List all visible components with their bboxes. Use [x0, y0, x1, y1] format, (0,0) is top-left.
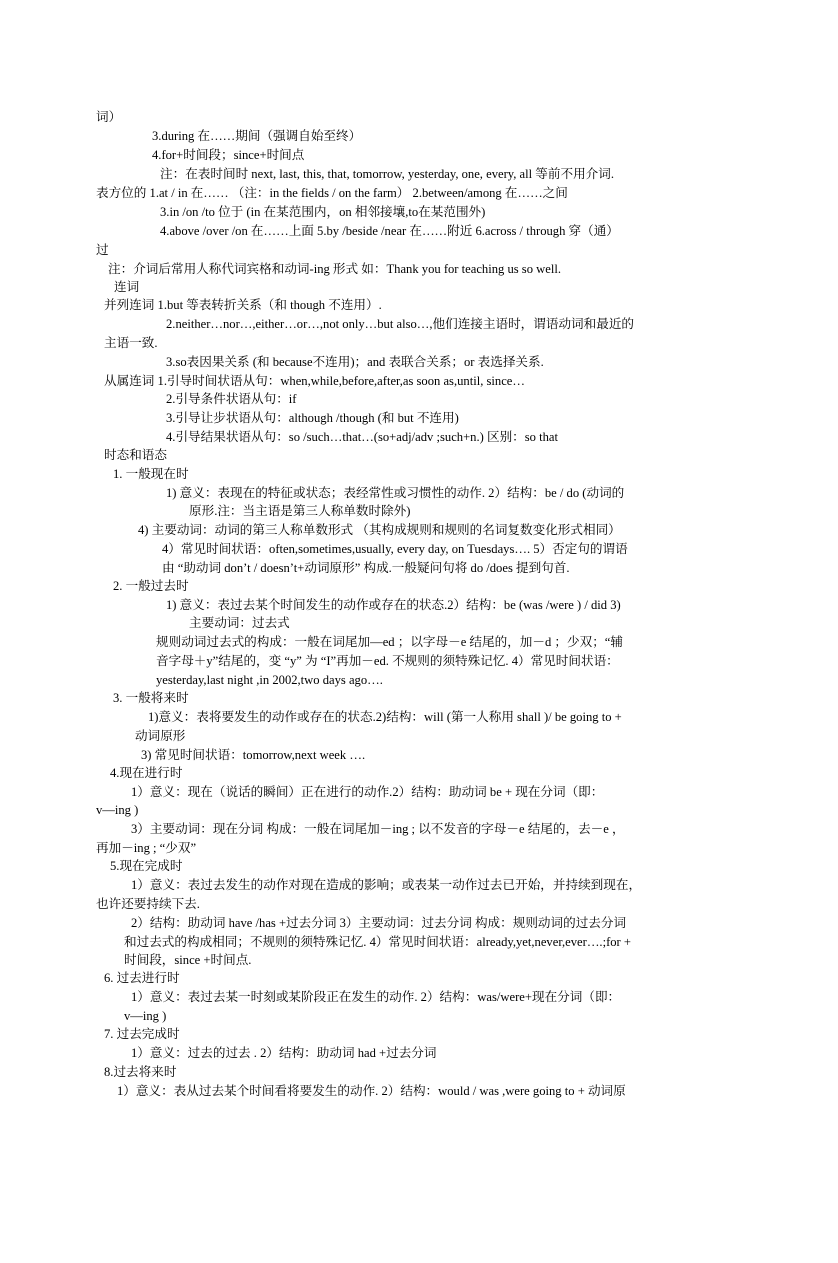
text-line: 4.引导结果状语从句：so /such…that…(so+adj/adv ;such+n.) 区别：so that	[166, 430, 558, 444]
text-line: 2.neither…nor…,either…or…,not only…but also…,他们连接主语时，谓语动词和最近的	[166, 317, 635, 331]
text-line: 1）意义：表从过去某个时间看将要发生的动作. 2）结构：would / was ,were going to + 动词原	[117, 1084, 626, 1098]
text-line: 1）意义：表过去发生的动作对现在造成的影响；或表某一动作过去已开始，并持续到现在，	[131, 878, 642, 892]
text-line: 动词原形	[135, 729, 186, 743]
text-line: 1) 意义：表过去某个时间发生的动作或存在的状态.2）结构：be (was /were ) / did 3)	[166, 598, 621, 612]
text-line: 4.above /over /on 在……上面 5.by /beside /near 在……附近 6.across / through 穿（通）	[160, 224, 619, 238]
text-line: 3）主要动词：现在分词 构成：一般在词尾加－ing ; 以不发音的字母－e 结尾的，去－e ，	[131, 822, 625, 836]
text-line: 1）意义：表过去某一时刻或某阶段正在发生的动作. 2）结构：was/were+现在分词（即：	[131, 990, 621, 1004]
text-line: 2.引导条件状语从句：if	[166, 392, 297, 406]
text-line: 时间段，since +时间点.	[124, 953, 252, 967]
text-line: 1)意义：表将要发生的动作或存在的状态.2)结构：will (第一人称用 shall )/ be going to +	[148, 710, 622, 724]
text-line: v—ing )	[124, 1009, 167, 1023]
text-line: 由 “助动词 don’t / doesn’t+动词原形” 构成.一般疑问句将 do /does 提到句首.	[162, 561, 570, 575]
text-line: 从属连词 1.引导时间状语从句：when,while,before,after,as soon as,until, since…	[104, 374, 525, 388]
subsection-heading: 8.过去将来时	[104, 1065, 177, 1079]
text-line: 并列连词 1.but 等表转折关系（和 though 不连用）.	[104, 298, 382, 312]
text-line: 再加－ing ; “少双”	[96, 841, 197, 855]
text-line: 1）意义：现在（说话的瞬间）正在进行的动作.2）结构：助动词 be + 现在分词（即：	[131, 785, 604, 799]
text-line: yesterday,last night ,in 2002,two days ago….	[156, 673, 383, 687]
section-heading: 时态和语态	[104, 448, 167, 462]
section-heading: 连词	[114, 280, 140, 294]
subsection-heading: 2. 一般过去时	[113, 579, 189, 593]
text-line: 主要动词：过去式	[189, 616, 290, 630]
text-line: 主语一致.	[104, 336, 158, 350]
text-line: 3) 常见时间状语：tomorrow,next week ….	[141, 748, 366, 762]
text-line: 表方位的 1.at / in 在…… （注：in the fields / on the farm） 2.between/among 在……之间	[96, 186, 568, 200]
subsection-heading: 6. 过去进行时	[104, 971, 180, 985]
text-line: 4) 主要动词：动词的第三人称单数形式 （其构成规则和规则的名词复数变化形式相同）	[138, 523, 621, 537]
text-line: 3.so表因果关系 (和 because不连用)；and 表联合关系；or 表选择关系.	[166, 355, 544, 369]
text-line: v—ing )	[96, 803, 139, 817]
subsection-heading: 4.现在进行时	[110, 766, 183, 780]
text-line: 1) 意义：表现在的特征或状态；表经常性或习惯性的动作. 2）结构：be / do (动词的	[166, 486, 625, 500]
text-line: 2）结构：助动词 have /has +过去分词 3）主要动词：过去分词 构成：规则动词的过去分词	[131, 916, 627, 930]
text-line: 注：在表时间时 next, last, this, that, tomorrow, yesterday, one, every, all 等前不用介词.	[160, 167, 614, 181]
subsection-heading: 1. 一般现在时	[113, 467, 189, 481]
text-line: 3.during 在……期间（强调自始至终）	[152, 129, 362, 143]
text-line: 词）	[96, 110, 122, 124]
subsection-heading: 3. 一般将来时	[113, 691, 189, 705]
subsection-heading: 5.现在完成时	[110, 859, 183, 873]
text-line: 1）意义：过去的过去 . 2）结构：助动词 had +过去分词	[131, 1046, 437, 1060]
text-line: 3.in /on /to 位于 (in 在某范围内，on 相邻接壤,to在某范围外)	[160, 205, 486, 219]
text-line: 和过去式的构成相同；不规则的须特殊记忆. 4）常见时间状语：already,yet,never,ever….;for +	[124, 935, 632, 949]
text-line: 4）常见时间状语：often,sometimes,usually, every day, on Tuesdays…. 5）否定句的谓语	[162, 542, 628, 556]
text-line: 4.for+时间段；since+时间点	[152, 148, 305, 162]
text-line: 原形.注：当主语是第三人称单数时除外)	[189, 504, 411, 518]
text-line: 也许还要持续下去.	[96, 897, 200, 911]
text-line: 规则动词过去式的构成：一般在词尾加—ed ；以字母－e 结尾的，加－d ；少双；“辅	[156, 635, 623, 649]
text-line: 过	[96, 243, 109, 257]
text-line: 3.引导让步状语从句：although /though (和 but 不连用)	[166, 411, 459, 425]
subsection-heading: 7. 过去完成时	[104, 1027, 180, 1041]
text-line: 音字母＋y”结尾的，变 “y” 为 “I”再加－ed. 不规则的须特殊记忆. 4）常见时间状语：	[156, 654, 619, 668]
text-line: 注：介词后常用人称代词宾格和动词-ing 形式 如：Thank you for teaching us so well.	[108, 262, 561, 276]
